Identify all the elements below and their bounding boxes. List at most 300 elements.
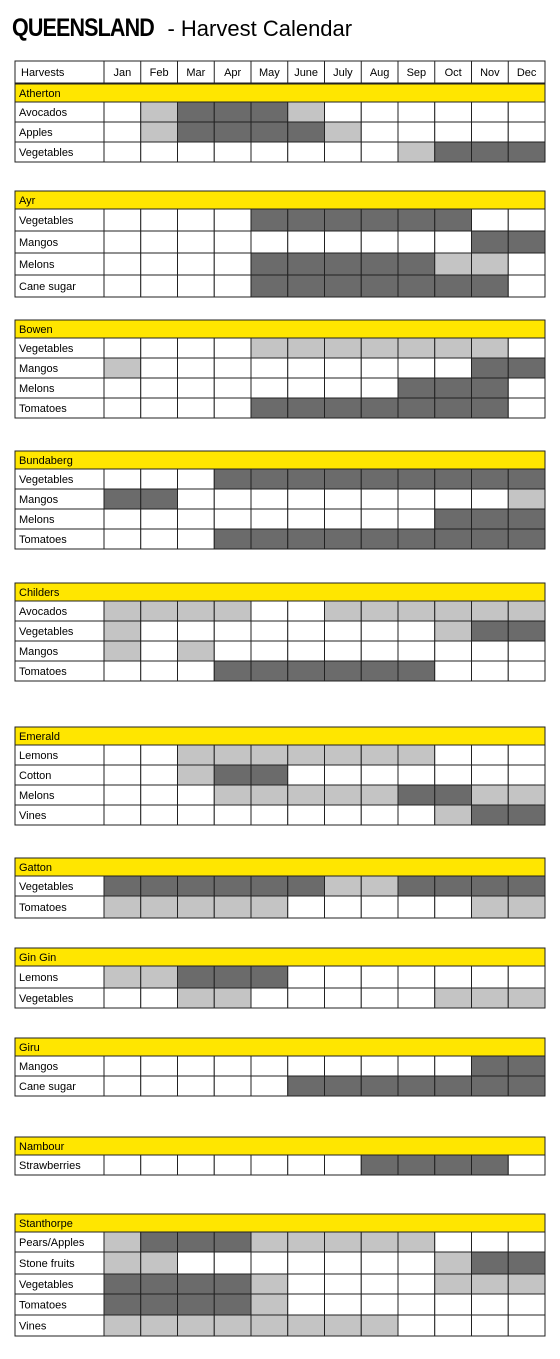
harvest-cell (214, 398, 251, 418)
harvest-cell (288, 988, 325, 1008)
harvest-cell (141, 785, 178, 805)
region-name: Ayr (19, 195, 36, 207)
harvest-cell (435, 509, 472, 529)
harvest-cell (361, 1056, 398, 1076)
harvest-cell (472, 641, 509, 661)
harvest-cell (361, 805, 398, 825)
harvest-cell (214, 122, 251, 142)
harvest-cell (214, 1252, 251, 1274)
crop-name: Vegetables (19, 215, 74, 227)
harvest-cell (288, 338, 325, 358)
crop-name: Cane sugar (19, 281, 76, 293)
harvest-cell (288, 253, 325, 275)
harvest-cell (214, 1315, 251, 1336)
harvest-cell (508, 785, 545, 805)
header-row (15, 61, 545, 83)
harvest-cell (435, 805, 472, 825)
month-label-apr: Apr (224, 67, 242, 79)
harvest-cell (508, 621, 545, 641)
harvest-cell (141, 275, 178, 297)
harvest-cell (398, 378, 435, 398)
harvest-cell (398, 1155, 435, 1175)
harvest-cell (288, 896, 325, 918)
harvest-cell (508, 1056, 545, 1076)
harvest-cell (398, 601, 435, 621)
harvest-cell (178, 1076, 215, 1096)
region-header (15, 320, 545, 338)
crop-name: Mangos (19, 237, 59, 249)
harvest-cell (251, 1294, 288, 1315)
harvest-cell (361, 621, 398, 641)
harvest-cell (472, 805, 509, 825)
harvest-cell (472, 1252, 509, 1274)
crop-name: Cotton (19, 770, 52, 782)
harvest-cell (288, 1155, 325, 1175)
harvest-cell (178, 509, 215, 529)
harvest-cell (214, 338, 251, 358)
harvest-cell (214, 1155, 251, 1175)
harvest-cell (251, 142, 288, 162)
crop-name: Mangos (19, 494, 59, 506)
harvest-cell (104, 209, 141, 231)
crop-name: Vegetables (19, 993, 74, 1005)
harvest-cell (398, 209, 435, 231)
harvest-cell (141, 1274, 178, 1294)
harvest-cell (361, 1076, 398, 1096)
harvest-cell (178, 398, 215, 418)
harvest-cell (178, 122, 215, 142)
harvest-cell (508, 896, 545, 918)
harvest-cell (214, 988, 251, 1008)
harvest-cell (178, 358, 215, 378)
harvest-cell (104, 966, 141, 988)
harvest-cell (251, 209, 288, 231)
crop-name: Apples (19, 127, 53, 139)
harvest-cell (104, 231, 141, 253)
harvest-cell (104, 805, 141, 825)
harvest-cell (325, 102, 362, 122)
harvest-cell (251, 338, 288, 358)
harvest-cell (104, 765, 141, 785)
harvest-cell (435, 966, 472, 988)
harvest-cell (178, 209, 215, 231)
harvest-cell (288, 398, 325, 418)
crop-name: Tomatoes (19, 902, 67, 914)
harvest-cell (472, 122, 509, 142)
harvest-cell (104, 529, 141, 549)
harvest-cell (472, 896, 509, 918)
region-name: Atherton (19, 88, 61, 100)
harvest-cell (104, 378, 141, 398)
region-header (15, 451, 545, 469)
harvest-cell (141, 102, 178, 122)
harvest-cell (251, 231, 288, 253)
harvest-cell (472, 398, 509, 418)
harvest-cell (104, 601, 141, 621)
harvest-cell (398, 1294, 435, 1315)
harvest-cell (398, 529, 435, 549)
crop-name: Lemons (19, 972, 59, 984)
harvest-cell (288, 231, 325, 253)
crop-name: Tomatoes (19, 1299, 67, 1312)
harvest-cell (472, 765, 509, 785)
harvest-cell (508, 641, 545, 661)
harvest-cell (472, 601, 509, 621)
region-name: Bowen (19, 324, 53, 336)
harvest-cell (141, 338, 178, 358)
month-label-oct: Oct (444, 67, 462, 79)
harvest-cell (214, 102, 251, 122)
harvest-cell (325, 876, 362, 896)
harvest-cell (325, 805, 362, 825)
harvest-cell (141, 378, 178, 398)
harvest-cell (288, 621, 325, 641)
harvest-cell (104, 142, 141, 162)
harvest-cell (435, 1252, 472, 1274)
harvest-cell (472, 876, 509, 896)
harvest-cell (104, 102, 141, 122)
harvest-cell (104, 509, 141, 529)
harvest-cell (361, 966, 398, 988)
region-header (15, 1214, 545, 1232)
harvest-cell (435, 1076, 472, 1096)
harvest-cell (325, 988, 362, 1008)
harvest-cell (178, 102, 215, 122)
month-label-july: July (333, 67, 353, 79)
harvest-cell (141, 231, 178, 253)
harvest-cell (251, 1056, 288, 1076)
harvest-cell (325, 621, 362, 641)
harvest-cell (288, 1274, 325, 1294)
harvest-cell (251, 785, 288, 805)
harvest-cell (214, 621, 251, 641)
month-label-nov: Nov (480, 67, 500, 79)
harvest-cell (288, 489, 325, 509)
crop-name: Melons (19, 790, 55, 802)
crop-name: Vegetables (19, 881, 74, 893)
harvest-cell (178, 1232, 215, 1252)
harvest-cell (104, 896, 141, 918)
harvest-cell (435, 122, 472, 142)
harvest-cell (178, 966, 215, 988)
harvest-cell (325, 1252, 362, 1274)
harvest-cell (214, 876, 251, 896)
harvest-cell (288, 275, 325, 297)
harvest-cell (141, 745, 178, 765)
harvest-cell (251, 661, 288, 681)
harvest-cell (472, 358, 509, 378)
harvest-cell (251, 358, 288, 378)
harvest-cell (178, 661, 215, 681)
harvest-cell (508, 1232, 545, 1252)
harvest-cell (435, 601, 472, 621)
harvest-cell (214, 805, 251, 825)
harvest-cell (214, 275, 251, 297)
region-header (15, 191, 545, 209)
crop-name: Vegetables (19, 626, 74, 638)
harvest-cell (472, 1232, 509, 1252)
harvest-cell (251, 102, 288, 122)
harvest-cell (251, 1252, 288, 1274)
harvest-cell (178, 1274, 215, 1294)
harvest-cell (508, 601, 545, 621)
harvest-cell (435, 765, 472, 785)
crop-name: Vegetables (19, 474, 74, 486)
harvest-cell (251, 122, 288, 142)
harvest-cell (141, 1294, 178, 1315)
harvest-cell (361, 876, 398, 896)
harvest-cell (508, 489, 545, 509)
harvest-cell (361, 378, 398, 398)
harvest-cell (178, 785, 215, 805)
harvest-cell (508, 988, 545, 1008)
crop-name: Cane sugar (19, 1081, 76, 1093)
harvest-cell (325, 398, 362, 418)
harvest-cell (508, 1315, 545, 1336)
harvest-cell (398, 122, 435, 142)
harvest-cell (361, 253, 398, 275)
harvest-cell (398, 489, 435, 509)
harvest-cell (288, 876, 325, 896)
harvest-cell (104, 745, 141, 765)
harvest-cell (472, 661, 509, 681)
harvest-cell (104, 1294, 141, 1315)
harvest-cell (178, 805, 215, 825)
crop-name: Melons (19, 514, 55, 526)
harvest-cell (325, 469, 362, 489)
harvest-cell (361, 142, 398, 162)
harvest-cell (361, 398, 398, 418)
region-name: Nambour (19, 1141, 65, 1153)
harvest-cell (435, 102, 472, 122)
harvest-cell (251, 378, 288, 398)
harvest-cell (508, 529, 545, 549)
harvest-cell (472, 338, 509, 358)
harvest-cell (288, 745, 325, 765)
harvest-cell (141, 469, 178, 489)
harvest-cell (398, 785, 435, 805)
harvest-cell (251, 253, 288, 275)
crop-name: Melons (19, 259, 55, 271)
harvest-cell (141, 641, 178, 661)
harvest-cell (325, 641, 362, 661)
harvest-cell (398, 765, 435, 785)
harvest-cell (361, 1294, 398, 1315)
harvest-cell (104, 1252, 141, 1274)
harvest-cell (325, 785, 362, 805)
harvest-cell (141, 805, 178, 825)
crop-name: Mangos (19, 363, 59, 375)
month-label-may: May (258, 67, 280, 79)
harvest-cell (178, 1294, 215, 1315)
harvest-cell (508, 661, 545, 681)
harvest-cell (141, 601, 178, 621)
harvest-cell (141, 1252, 178, 1274)
harvest-cell (398, 231, 435, 253)
harvest-cell (361, 785, 398, 805)
harvest-cell (508, 253, 545, 275)
harvest-cell (361, 275, 398, 297)
harvest-cell (398, 469, 435, 489)
harvest-cell (361, 209, 398, 231)
harvest-cell (508, 231, 545, 253)
crop-name: Vegetables (19, 343, 74, 355)
month-label-dec: Dec (516, 67, 537, 79)
harvest-cell (472, 378, 509, 398)
harvest-cell (435, 338, 472, 358)
harvest-cell (141, 966, 178, 988)
harvest-cell (178, 765, 215, 785)
harvest-cell (472, 529, 509, 549)
harvest-cell (325, 275, 362, 297)
harvest-cell (508, 509, 545, 529)
harvest-cell (325, 231, 362, 253)
crop-name: Tomatoes (19, 534, 67, 546)
harvest-cell (141, 122, 178, 142)
harvest-cell (361, 1155, 398, 1175)
harvest-cell (435, 896, 472, 918)
harvest-cell (288, 641, 325, 661)
harvest-cell (214, 785, 251, 805)
harvest-cell (288, 1252, 325, 1274)
harvest-cell (104, 621, 141, 641)
harvest-cell (508, 1294, 545, 1315)
harvest-cell (508, 102, 545, 122)
region-header (15, 948, 545, 966)
harvest-cell (361, 1274, 398, 1294)
harvest-cell (141, 1315, 178, 1336)
harvest-cell (361, 469, 398, 489)
harvest-cell (214, 253, 251, 275)
harvest-cell (472, 785, 509, 805)
harvest-cell (472, 489, 509, 509)
harvest-cell (178, 253, 215, 275)
harvest-cell (251, 876, 288, 896)
harvest-cell (398, 1274, 435, 1294)
harvest-cell (325, 378, 362, 398)
harvest-cell (435, 398, 472, 418)
harvest-cell (398, 641, 435, 661)
region-name: Giru (19, 1042, 40, 1054)
harvest-cell (251, 601, 288, 621)
harvest-cell (214, 661, 251, 681)
harvest-cell (398, 1056, 435, 1076)
harvest-cell (435, 489, 472, 509)
harvest-cell (325, 1315, 362, 1336)
harvest-cell (472, 231, 509, 253)
harvest-cell (141, 1056, 178, 1076)
harvest-cell (361, 529, 398, 549)
harvest-cell (435, 1274, 472, 1294)
harvest-cell (398, 745, 435, 765)
harvest-cell (508, 765, 545, 785)
crop-name: Avocados (19, 606, 68, 618)
harvest-cell (251, 1232, 288, 1252)
harvest-cell (325, 896, 362, 918)
harvest-cell (508, 358, 545, 378)
crop-name: Melons (19, 383, 55, 395)
harvest-cell (435, 1294, 472, 1315)
harvest-cell (472, 142, 509, 162)
harvest-cell (104, 1232, 141, 1252)
harvest-cell (361, 641, 398, 661)
harvest-cell (325, 1056, 362, 1076)
harvest-cell (178, 529, 215, 549)
region-name: Gin Gin (19, 952, 57, 964)
harvest-cell (141, 765, 178, 785)
harvest-cell (508, 338, 545, 358)
harvest-cell (435, 231, 472, 253)
harvest-cell (251, 1315, 288, 1336)
harvest-cell (435, 358, 472, 378)
harvest-cell (288, 805, 325, 825)
harvest-cell (398, 142, 435, 162)
harvest-cell (361, 745, 398, 765)
harvest-cell (361, 509, 398, 529)
harvest-cell (398, 661, 435, 681)
harvest-cell (398, 805, 435, 825)
harvest-cell (398, 1232, 435, 1252)
crop-name: Stone fruits (19, 1258, 75, 1270)
harvest-cell (251, 1076, 288, 1096)
harvest-cell (472, 1294, 509, 1315)
harvest-cell (141, 209, 178, 231)
harvest-cell (178, 275, 215, 297)
harvest-cell (325, 601, 362, 621)
harvest-cell (398, 966, 435, 988)
harvest-cell (251, 641, 288, 661)
harvest-cell (435, 253, 472, 275)
harvest-cell (251, 745, 288, 765)
harvest-cell (361, 231, 398, 253)
region-name: Childers (19, 587, 60, 599)
crop-name: Pears/Apples (19, 1237, 85, 1249)
harvest-cell (435, 142, 472, 162)
harvest-cell (104, 1076, 141, 1096)
harvest-cell (398, 358, 435, 378)
harvest-cell (141, 988, 178, 1008)
harvest-cell (141, 896, 178, 918)
harvest-cell (214, 896, 251, 918)
harvest-cell (214, 378, 251, 398)
harvest-cell (251, 765, 288, 785)
harvest-cell (435, 378, 472, 398)
harvest-cell (398, 398, 435, 418)
harvest-cell (104, 275, 141, 297)
harvest-cell (178, 1155, 215, 1175)
harvest-cell (325, 661, 362, 681)
harvest-cell (508, 1252, 545, 1274)
harvest-cell (472, 1076, 509, 1096)
crop-name: Vegetables (19, 1279, 74, 1291)
harvest-cell (435, 529, 472, 549)
harvest-cell (214, 1076, 251, 1096)
harvest-cell (325, 765, 362, 785)
title-brand: QUEENSLAND (12, 14, 154, 42)
harvest-cell (178, 601, 215, 621)
harvest-cell (141, 253, 178, 275)
harvest-cell (508, 745, 545, 765)
harvest-cell (288, 102, 325, 122)
harvest-cell (288, 1294, 325, 1315)
harvest-cell (361, 358, 398, 378)
crop-name: Vegetables (19, 147, 74, 159)
harvest-cell (398, 1252, 435, 1274)
harvest-cell (178, 1315, 215, 1336)
crop-name: Tomatoes (19, 666, 67, 678)
harvest-cell (398, 275, 435, 297)
crop-name: Vines (19, 1320, 47, 1333)
